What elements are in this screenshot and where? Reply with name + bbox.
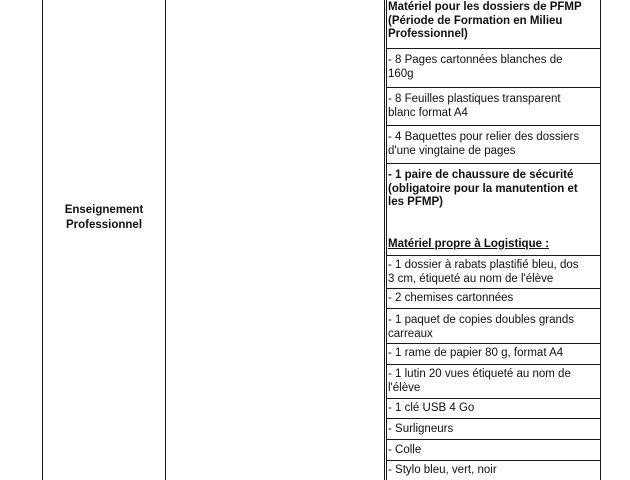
list-item-line: - Surligneurs bbox=[388, 423, 454, 435]
row-divider bbox=[386, 418, 600, 419]
list-item-line: - Colle bbox=[388, 444, 422, 456]
table-border-left bbox=[42, 0, 43, 480]
logistique-item-usb bbox=[388, 402, 598, 416]
logistique-item-chemises bbox=[388, 292, 598, 306]
list-item-line: d'une vingtaine de pages bbox=[388, 144, 516, 157]
list-item-line: l'élève bbox=[388, 381, 421, 394]
pfmp-item-pages bbox=[388, 54, 598, 81]
row-divider bbox=[386, 255, 600, 256]
row-divider bbox=[386, 87, 600, 88]
pfmp-heading-line-1: Matériel pour les dossiers de PFMP bbox=[388, 1, 582, 13]
subject-cell bbox=[43, 203, 165, 233]
row-divider bbox=[386, 439, 600, 440]
list-item-line: - 4 Baquettes pour relier des dossiers bbox=[388, 131, 580, 143]
row-divider bbox=[386, 364, 600, 365]
logistique-item-lutin bbox=[388, 368, 598, 395]
table-border-col1 bbox=[165, 0, 166, 480]
list-item-line: - 1 paquet de copies doubles grands bbox=[388, 314, 575, 326]
list-item-line: blanc format A4 bbox=[388, 106, 468, 119]
list-item-line: (obligatoire pour la manutention et bbox=[388, 182, 578, 195]
list-item-line: - 1 clé USB 4 Go bbox=[388, 402, 475, 414]
table-border-col2 bbox=[384, 0, 385, 480]
list-item-line: les PFMP) bbox=[388, 196, 443, 208]
pfmp-item-feuilles bbox=[388, 93, 598, 120]
list-item-line: - 1 dossier à rabats plastifié bleu, dos bbox=[388, 259, 579, 271]
list-item-line: 3 cm, étiqueté au nom de l'élève bbox=[388, 272, 554, 285]
table-border-col2-inner bbox=[386, 0, 387, 480]
logistique-item-stylo bbox=[388, 464, 598, 478]
list-item-line: - 8 Feuilles plastiques transparent bbox=[388, 93, 561, 105]
row-divider bbox=[386, 48, 600, 49]
pfmp-item-chaussure bbox=[388, 169, 598, 210]
pfmp-heading-line-3: Professionnel) bbox=[388, 28, 468, 40]
pfmp-heading-line-2: (Période de Formation en Milieu bbox=[388, 14, 563, 27]
row-divider bbox=[386, 460, 600, 461]
logistique-item-copies bbox=[388, 314, 598, 341]
row-divider bbox=[386, 308, 600, 309]
row-divider bbox=[386, 288, 600, 289]
table-border-right bbox=[600, 0, 601, 480]
logistique-item-dossier bbox=[388, 259, 598, 286]
list-item-line: 160g bbox=[388, 67, 414, 80]
list-item-line: - 1 paire de chaussure de sécurité bbox=[388, 169, 574, 181]
subject-line-1: Enseignement bbox=[64, 204, 144, 216]
list-item-line: - 8 Pages cartonnées blanches de bbox=[388, 54, 563, 66]
list-item-line: - 1 lutin 20 vues étiqueté au nom de bbox=[388, 368, 571, 380]
logistique-heading: Matériel propre à Logistique : bbox=[388, 238, 550, 250]
pfmp-heading bbox=[388, 1, 598, 42]
subject-line-2: Professionnel bbox=[65, 219, 143, 231]
logistique-item-colle bbox=[388, 444, 598, 458]
row-divider bbox=[386, 163, 600, 164]
list-item-line: - Stylo bleu, vert, noir bbox=[388, 464, 497, 476]
row-divider bbox=[386, 398, 600, 399]
list-item-line: - 1 rame de papier 80 g, format A4 bbox=[388, 347, 564, 359]
list-item-line: - 2 chemises cartonnées bbox=[388, 292, 514, 304]
logistique-item-surligneurs bbox=[388, 423, 598, 437]
row-divider bbox=[386, 343, 600, 344]
row-divider bbox=[386, 125, 600, 126]
list-item-line: carreaux bbox=[388, 327, 433, 340]
logistique-item-rame bbox=[388, 347, 598, 361]
pfmp-item-baquettes bbox=[388, 131, 598, 158]
